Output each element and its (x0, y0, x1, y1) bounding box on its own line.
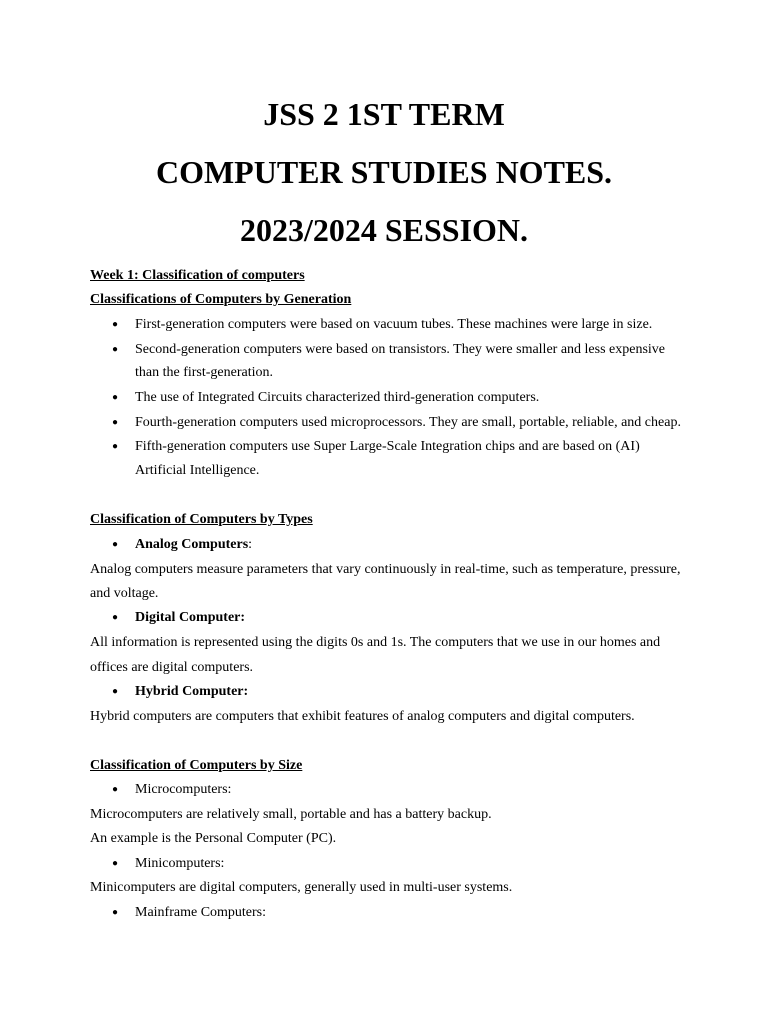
generation-item-1: First-generation computers were based on vacuum tubes. These machines were large in size. (135, 317, 653, 332)
title-session: 2023/2024 SESSION. (239, 212, 529, 248)
generation-item-5: Fifth-generation computers use Super Large-Scale Integration chips and are based on (AI) (135, 439, 640, 454)
mainframe-label: Mainframe Computers: (135, 905, 267, 920)
digital-text-cont: offices are digital computers. (90, 660, 254, 675)
bullet-icon: ● (112, 392, 119, 403)
generation-item-5-cont: Artificial Intelligence. (135, 463, 260, 478)
analog-text: Analog computers measure parameters that vary continuously in real-time, such as temperature, pressure, (90, 562, 681, 577)
analog-label-line (135, 536, 252, 554)
generation-heading: Classifications of Computers by Generation (90, 292, 352, 307)
week-heading: Week 1: Classification of computers (90, 268, 305, 283)
bullet-icon: ● (112, 441, 119, 452)
analog-colon: : (248, 537, 253, 552)
generation-item-4: Fourth-generation computers used microprocessors. They are small, portable, reliable, and cheap. (135, 415, 681, 430)
mini-text: Minicomputers are digital computers, generally used in multi-user systems. (90, 880, 513, 895)
size-heading: Classification of Computers by Size (90, 758, 303, 773)
digital-text: All information is represented using the digits 0s and 1s. The computers that we use in our homes and (90, 635, 661, 650)
digital-label: Digital Computer: (135, 610, 246, 625)
bullet-icon: ● (112, 539, 119, 550)
analog-text-cont: and voltage. (90, 586, 159, 601)
title-term: JSS 2 1ST TERM (263, 96, 505, 132)
bullet-icon: ● (112, 784, 119, 795)
micro-example: An example is the Personal Computer (PC). (90, 831, 337, 846)
hybrid-text: Hybrid computers are computers that exhibit features of analog computers and digital computers. (90, 709, 635, 724)
bullet-icon: ● (112, 417, 119, 428)
analog-label: Analog Computers (135, 537, 249, 552)
types-heading: Classification of Computers by Types (90, 512, 313, 527)
bullet-icon: ● (112, 686, 119, 697)
generation-item-2: Second-generation computers were based on transistors. They were smaller and less expensive (135, 342, 666, 357)
micro-label: Microcomputers: (135, 782, 232, 797)
bullet-icon: ● (112, 612, 119, 623)
bullet-icon: ● (112, 319, 119, 330)
hybrid-label: Hybrid Computer: (135, 684, 249, 699)
generation-item-3: The use of Integrated Circuits characterized third-generation computers. (135, 390, 540, 405)
bullet-icon: ● (112, 344, 119, 355)
mini-label: Minicomputers: (135, 856, 225, 871)
micro-text: Microcomputers are relatively small, portable and has a battery backup. (90, 807, 492, 822)
bullet-icon: ● (112, 907, 119, 918)
title-subject: COMPUTER STUDIES NOTES. (155, 154, 613, 190)
bullet-icon: ● (112, 858, 119, 869)
generation-item-2-cont: than the first-generation. (135, 365, 274, 380)
